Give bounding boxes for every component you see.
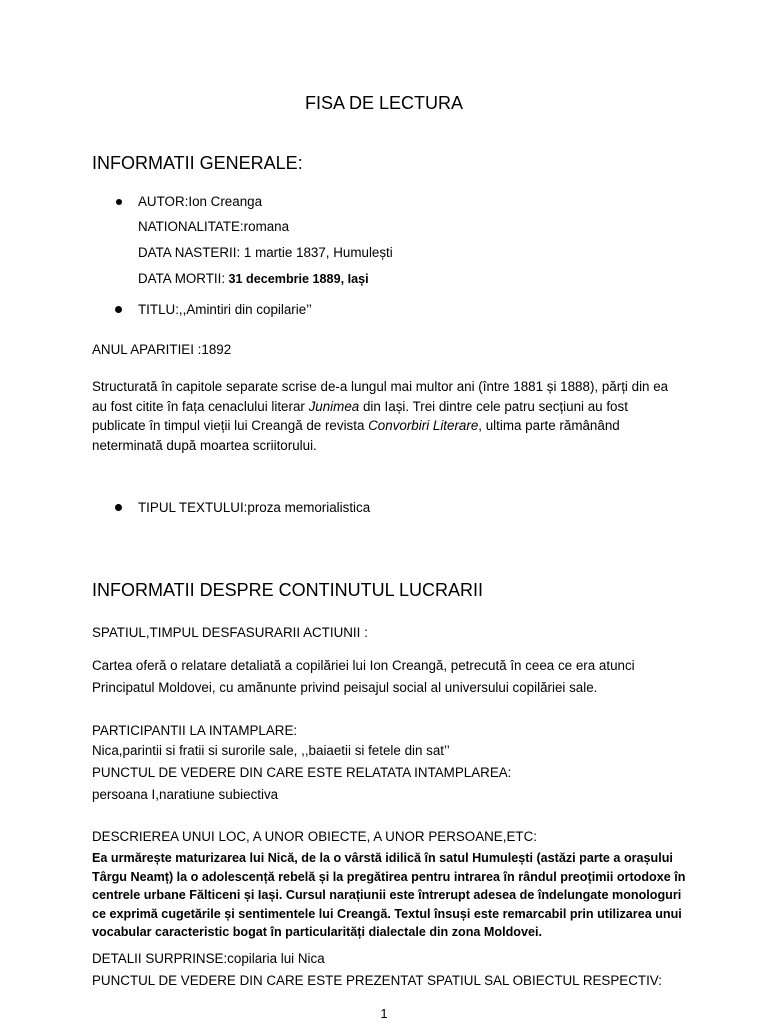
descrierea-label: DESCRIEREA UNUI LOC, A UNOR OBIECTE, A UNOR PERSOANE,ETC: — [92, 829, 537, 844]
convorbiri-term: Convorbiri Literare — [368, 418, 479, 433]
bullet-tipul — [115, 504, 122, 511]
punctul-spatiul-field: PUNCTUL DE VEDERE DIN CARE ESTE PREZENTAT SPATIUL SAL OBIECTUL RESPECTIV: — [92, 973, 662, 988]
data-mortii-value: 31 decembrie 1889, Iași — [225, 272, 369, 286]
titlu-field: TITLU:,,Amintiri din copilarie’’ — [138, 302, 312, 317]
punctul-vedere-label: PUNCTUL DE VEDERE DIN CARE ESTE RELATATA INTAMPLAREA: — [92, 765, 512, 780]
paragraph-part-3: , ultima parte rămânând neterminată după moartea scriitorului. — [92, 418, 620, 453]
paragraph-part-1: Structurată în capitole separate scrise de-a lungul mai multor ani (între 1881 și 1888), părți din ea au fost citite în fața cenaclului literar — [92, 379, 669, 414]
document-title: FISA DE LECTURA — [304, 93, 464, 113]
spatiul-text: Cartea oferă o relatare detaliată a copilăriei lui Ion Creangă, petrecută în ceea ce era atunci Principatul Moldovei, cu amănunte privind peisajul social al universului copilăriei sale. — [92, 658, 635, 695]
data-nasterii-field: DATA NASTERII: 1 martie 1837, Humulești — [138, 245, 393, 260]
autor-field: AUTOR:Ion Creanga — [138, 194, 263, 209]
nationalitate-value: romana — [243, 219, 290, 234]
section-heading-general: INFORMATII GENERALE: — [92, 153, 303, 173]
junimea-term: Junimea — [308, 398, 360, 414]
anul-aparitiei-field: ANUL APARITIEI :1892 — [92, 342, 232, 357]
participantii-text: Nica,parintii si fratii si surorile sale, ,,baiaetii si fetele din sat’’ — [92, 743, 450, 758]
punctul-vedere-text: persoana I,naratiune subiectiva — [92, 787, 279, 802]
nationalitate-field — [138, 219, 289, 234]
data-mortii-field — [138, 271, 369, 286]
descrierea-text: Ea urmărește maturizarea lui Nică, de la o vârstă idilică în satul Humulești (astăzi parte a orașului Târgu Neamț) la o adolescență rebelă și la pregătirea pentru intrarea în rândul preoțimii ortodoxe în centrele urbane Fălticeni și Iași. Cursul narațiunii este întrerupt adesea de îndelungate monologuri ce exprimă cugetările și sentimentele lui Creangă. Textul însuși este remarcabil prin utilizarea unui vocabular caracteristic bogat în particularități dialectale din zona Moldovei. — [92, 851, 686, 939]
bullet-autor — [116, 199, 122, 205]
detalii-field: DETALII SURPRINSE:copilaria lui Nica — [92, 951, 325, 966]
tipul-textului-field: TIPUL TEXTULUI:proza memorialistica — [138, 500, 371, 515]
page-number: 1 — [380, 1006, 388, 1021]
spatiul-label: SPATIUL,TIMPUL DESFASURARII ACTIUNII : — [92, 625, 368, 640]
structura-paragraph — [92, 377, 672, 455]
nationalitate-label: NATIONALITATE: — [138, 219, 244, 234]
data-mortii-label: DATA MORTII: — [138, 271, 226, 286]
participantii-label: PARTICIPANTII LA INTAMPLARE: — [92, 723, 298, 738]
bullet-titlu — [115, 306, 122, 313]
paragraph-part-2: din Iași. Trei dintre cele patru secțiuni au fost publicate în timpul vieții lui Creangă de revista — [92, 398, 628, 433]
section-heading-continut: INFORMATII DESPRE CONTINUTUL LUCRARII — [92, 580, 484, 600]
